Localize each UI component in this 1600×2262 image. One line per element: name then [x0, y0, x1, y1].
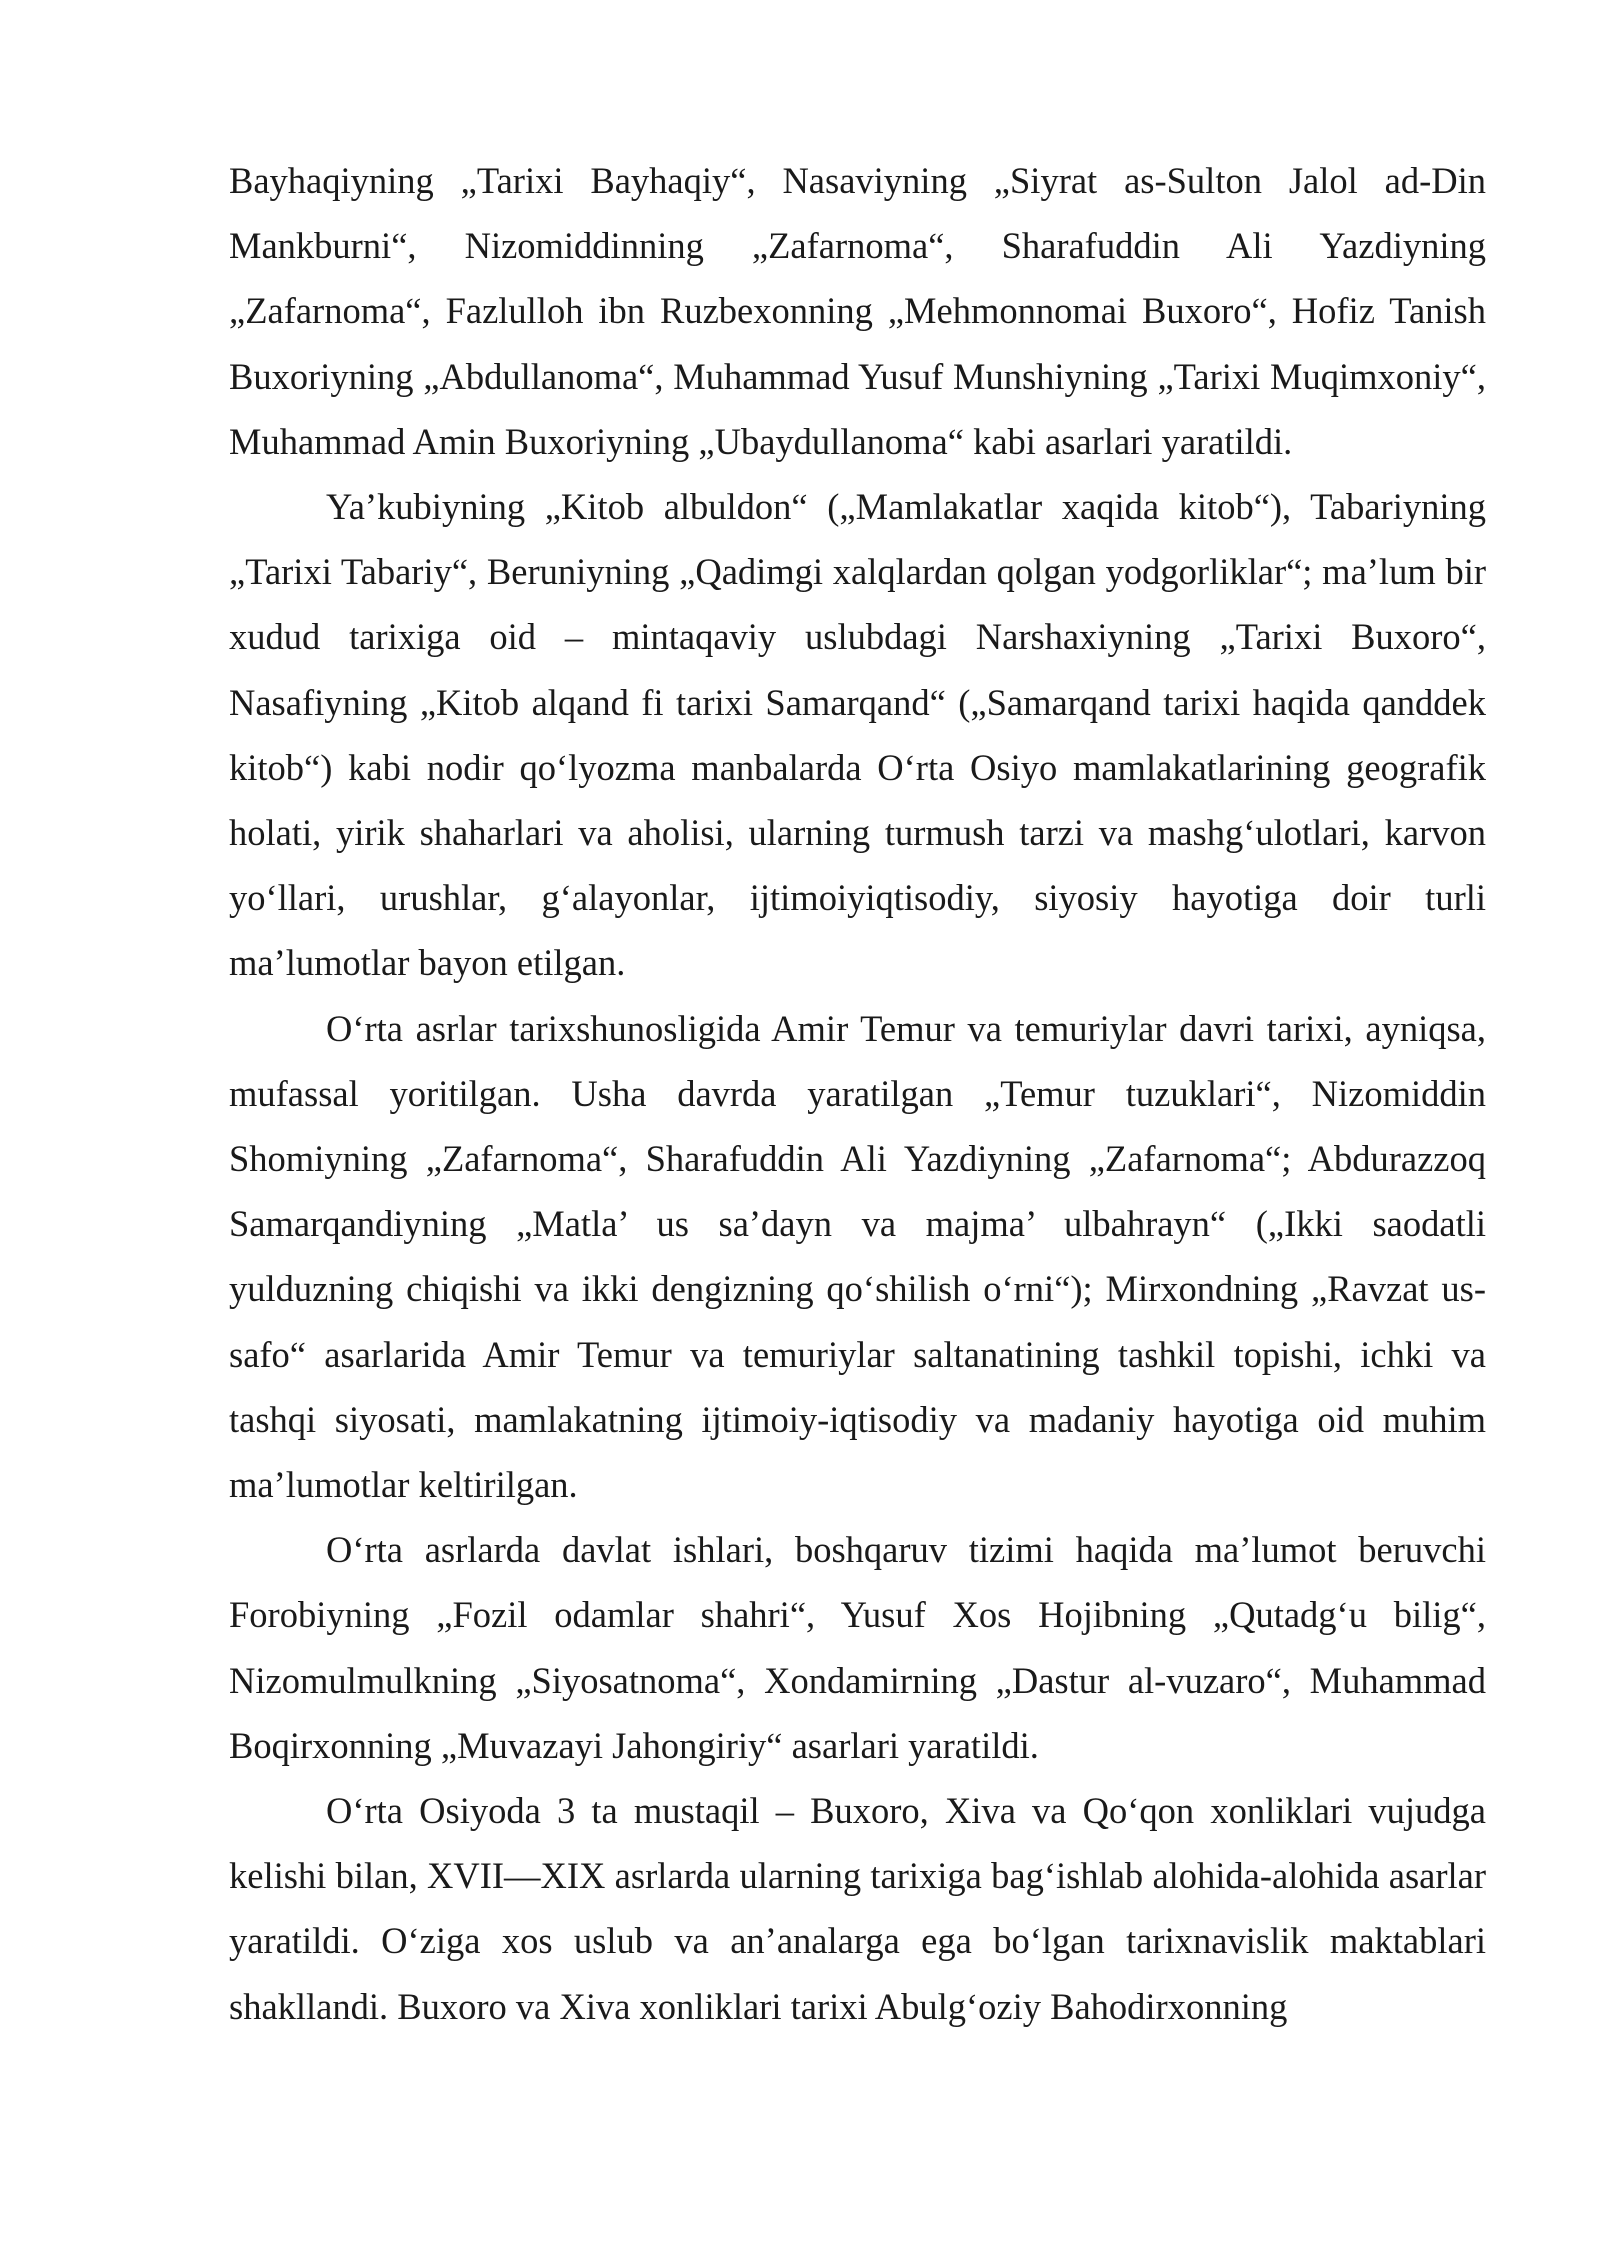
document-body — [229, 148, 1486, 2039]
paragraph-1: Bayhaqiyning „Tarixi Bayhaqiy“, Nasaviyning „Siyrat as-Sulton Jalol ad-Din Mankburni“, Nizomiddinning „Zafarnoma“, Sharafuddin Ali Yazdiyning „Zafarnoma“, Fazlulloh ibn Ruzbexonning „Mehmonnomai Buxoro“, Hofiz Tanish Buxoriyning „Abdullanoma“, Muhammad Yusuf Munshiyning „Tarixi Muqimxoniy“, Muhammad Amin Buxoriyning „Ubaydullanoma“ kabi asarlari yaratildi. — [229, 160, 1486, 462]
paragraph-4: O‘rta asrlarda davlat ishlari, boshqaruv tizimi haqida ma’lumot beruvchi Forobiyning „Fozil odamlar shahri“, Yusuf Xos Hojibning „Qutadg‘u bilig“, Nizomulmulkning „Siyosatnoma“, Xondamirning „Dastur al-vuzaro“, Muhammad Boqirxonning „Muvazayi Jahongiriy“ asarlari yaratildi. — [229, 1529, 1486, 1766]
paragraph-5: O‘rta Osiyoda 3 ta mustaqil – Buxoro, Xiva va Qo‘qon xonliklari vujudga kelishi bilan, XVII—XIX asrlarda ularning tarixiga bag‘ishlab alohida-alohida asarlar yaratildi. O‘ziga xos uslub va an’analarga ega bo‘lgan tarixnavislik maktablari shakllandi. Buxoro va Xiva xonliklari tarixi Abulg‘oziy Bahodirxonning — [229, 1790, 1486, 2027]
paragraph-3: O‘rta asrlar tarixshunosligida Amir Temur va temuriylar davri tarixi, ayniqsa, mufassal yoritilgan. Usha davrda yaratilgan „Temur tuzuklari“, Nizomiddin Shomiyning „Zafarnoma“, Sharafuddin Ali Yazdiyning „Zafarnoma“; Abdurazzoq Samarqandiyning „Matla’ us sa’dayn va majma’ ulbahrayn“ („Ikki saodatli yulduzning chiqishi va ikki dengizning qo‘shilish o‘rni“); Mirxondning „Ravzat us-safo“ asarlarida Amir Temur va temuriylar saltanatining tashkil topishi, ichki va tashqi siyosati, mamlakatning ijtimoiy-iqtisodiy va madaniy hayotiga oid muhim ma’lumotlar keltirilgan. — [229, 1007, 1486, 1506]
paragraph-2: Ya’kubiyning „Kitob albuldon“ („Mamlakatlar xaqida kitob“), Tabariyning „Tarixi Tabariy“, Beruniyning „Qadimgi xalqlardan qolgan yodgorliklar“; ma’lum bir xudud tarixiga oid – mintaqaviy uslubdagi Narshaxiyning „Tarixi Buxoro“, Nasafiyning „Kitob alqand fi tarixi Samarqand“ („Samarqand tarixi haqida qanddek kitob“) kabi nodir qo‘lyozma manbalarda O‘rta Osiyo mamlakatlarining geografik holati, yirik shaharlari va aholisi, ularning turmush tarzi va mashg‘ulotlari, karvon yo‘llari, urushlar, g‘alayonlar, ijtimoiyiqtisodiy, siyosiy hayotiga doir turli ma’lumotlar bayon etilgan. — [229, 486, 1486, 984]
